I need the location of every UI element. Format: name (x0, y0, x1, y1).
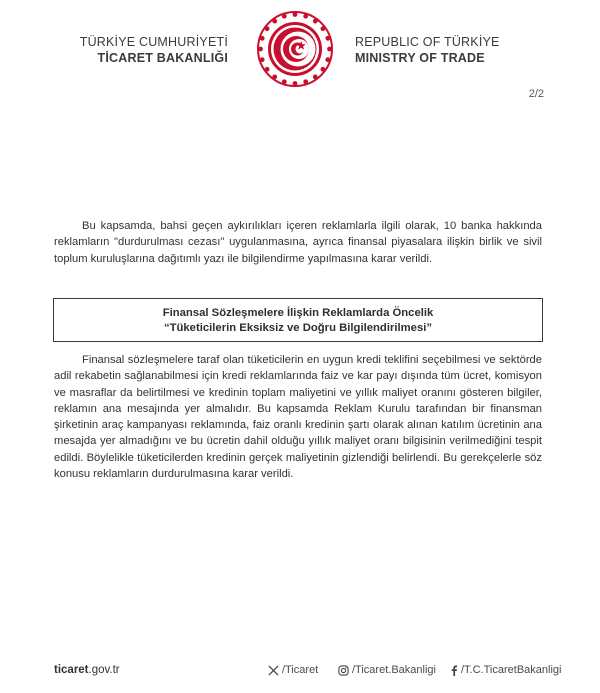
website-link[interactable] (54, 664, 120, 676)
instagram-link[interactable] (338, 664, 436, 676)
facebook-handle: /T.C.TicaretBakanligi (461, 664, 562, 676)
paragraph-decision: Bu kapsamda, bahsi geçen aykırılıkları içeren reklamlarla ilgili olarak, 10 banka hakkında reklamların "durdurulması cezası" uygulanmasına, ayrıca finansal piyasalara ilişkin birlik ve sivil toplum kuruluşlarına dağıtımlı yazı ile bilgilendirme yapılmasına karar verildi. (54, 220, 542, 265)
website-domain-suffix: .gov.tr (88, 664, 120, 676)
header-left-title (80, 34, 228, 66)
section-heading-box (53, 298, 543, 342)
section-heading-line1: Finansal Sözleşmelere İlişkin Reklamlarda Öncelik (162, 307, 434, 319)
instagram-handle: /Ticaret.Bakanligi (352, 664, 436, 676)
header-country-en: REPUBLIC OF TÜRKİYE (355, 35, 500, 49)
section-heading-line2: “Tüketicilerin Eksiksiz ve Doğru Bilgilendirilmesi” (163, 321, 433, 334)
header-right-title (355, 34, 500, 66)
x-twitter-icon (268, 665, 279, 676)
website-domain-bold: ticaret (54, 664, 89, 676)
page-number: 2/2 (528, 88, 544, 100)
twitter-handle: /Ticaret (282, 664, 319, 676)
footer (0, 664, 600, 680)
twitter-link[interactable] (268, 664, 318, 676)
header-ministry-tr: TİCARET BAKANLIĞI (97, 51, 228, 65)
instagram-icon (338, 665, 349, 676)
facebook-icon (450, 665, 458, 676)
facebook-link[interactable] (450, 664, 561, 676)
ministry-emblem-icon (256, 10, 334, 88)
header-ministry-en: MINISTRY OF TRADE (355, 51, 485, 65)
paragraph-financial-ads: Finansal sözleşmelere taraf olan tüketicilerin en uygun kredi teklifini seçebilmesi ve sektörde adil rekabetin sağlanabilmesi için kredi reklamlarında faiz ve kar payı dışında tüm ücret, komisyon ve masraflar da belirtilmesi ve kredinin toplam maliyetini ve yıllık maliyet oranını gösteren bilgiler, reklamın ana mesajında yer almalıdır. Bu kapsamda Reklam Kurulu tarafından bir finansman şirketinin araç kampanyası reklamında, faiz oranlı kredinin şartı olarak alınan katılım ücretinin ana mesajda yer almadığını ve bu ücretin dahil olduğu yıllık maliyet oranı bilgisinin verilmediğini tespit edildi. Böylelikle tüketicilerden kredinin gerçek maliyetinin gizlendiği belirlendi. Bu gerekçelerle söz konusu reklamların durdurulmasına karar verildi. (54, 354, 542, 481)
header-country-tr: TÜRKİYE CUMHURİYETİ (79, 35, 228, 49)
